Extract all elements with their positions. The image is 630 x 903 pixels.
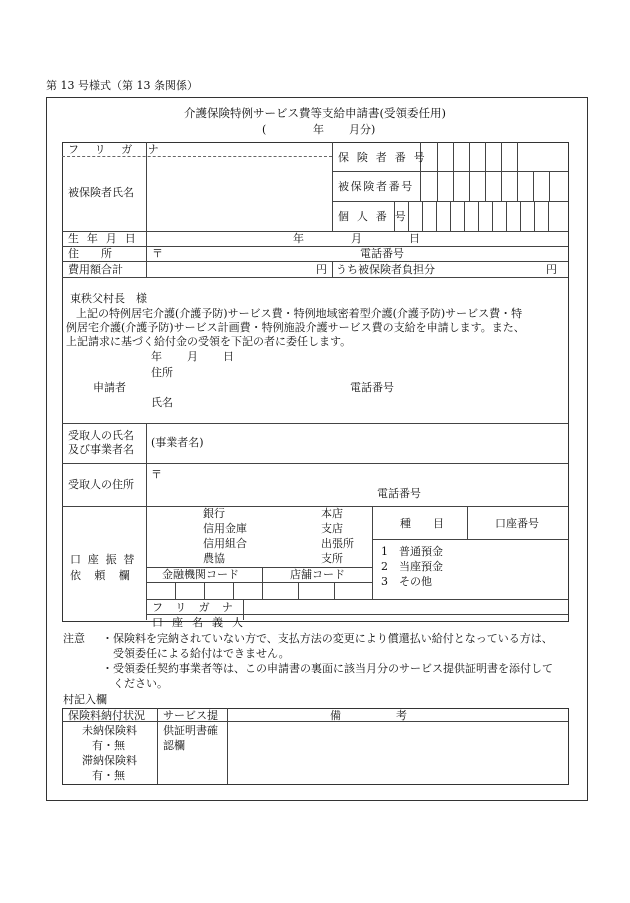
- form-number: 第 13 号様式（第 13 条関係）: [46, 79, 198, 92]
- recipient-name-label-2: 及び事業者名: [68, 443, 134, 456]
- bank-section-label-2: 依 頼 欄: [70, 569, 135, 582]
- address-phone-label: 電話番号: [360, 247, 404, 260]
- unpaid-premium-label: 未納保険料: [82, 724, 137, 737]
- branch-office: 出張所: [321, 537, 354, 550]
- village-col-service-2: 供証明書確: [163, 724, 218, 737]
- bank-section-label-1: 口 座 振 替: [70, 553, 137, 566]
- holder-furigana-label: フ リ ガ ナ: [152, 601, 238, 614]
- cost-yen: 円: [316, 263, 327, 276]
- bank-type-bank: 銀行: [203, 507, 225, 520]
- arrears-premium-option: 有・無: [92, 769, 125, 782]
- insured-name-label: 被保険者氏名: [68, 186, 134, 199]
- note-1a: ・保険料を完納されていない方で、支払方法の変更により償還払い給付となっている方は、: [102, 632, 553, 645]
- recipient-address-label: 受取人の住所: [68, 478, 134, 491]
- addressee: 東秩父村長 様: [70, 292, 147, 305]
- declaration-line-1: 上記の特例居宅介護(介護予防)サービス費・特例地域密着型介護(介護予防)サービス費・特: [76, 307, 523, 320]
- birth-day: 日: [409, 232, 420, 245]
- recipient-phone-label: 電話番号: [377, 487, 421, 500]
- applicant-address-label: 住所: [151, 366, 173, 379]
- branch-branch: 支店: [321, 522, 343, 535]
- birth-year: 年: [293, 232, 304, 245]
- note-2b: ください。: [113, 677, 168, 690]
- account-holder-label: 口 座 名 義 人: [152, 616, 246, 629]
- branch-head: 本店: [321, 507, 343, 520]
- bank-type-shinkin: 信用金庫: [203, 522, 247, 535]
- account-number-label: 口座番号: [495, 517, 539, 530]
- branch-code-label: 店舗コード: [290, 568, 345, 581]
- date-month: 月: [187, 350, 198, 363]
- village-col-service-1: サービス提: [163, 709, 218, 722]
- note-2a: ・受領委任契約事業者等は、この申請書の裏面に該当月分のサービス提供証明書を添付して: [102, 662, 553, 675]
- branch-sub: 支所: [321, 552, 343, 565]
- cost-label: 費用額合計: [68, 263, 123, 276]
- period-month: 月分): [349, 123, 376, 136]
- business-name-placeholder: (事業者名): [151, 436, 204, 449]
- form-title: 介護保険特例サービス費等支給申請書(受領委任用): [184, 106, 446, 120]
- date-day: 日: [223, 350, 234, 363]
- village-col-service-3: 認欄: [163, 739, 185, 752]
- note-1b: 受領委任による給付はできません。: [113, 647, 290, 660]
- option-current: 2 当座預金: [381, 560, 443, 573]
- period-open: (: [262, 123, 267, 136]
- declaration-line-3: 上記請求に基づく給付金の受領を下記の者に委任します。: [66, 335, 352, 348]
- applicant-name-label: 氏名: [151, 396, 173, 409]
- birth-label: 生 年 月 日: [68, 232, 138, 245]
- account-kind-label: 種 目: [400, 517, 444, 530]
- postal-mark: 〒: [152, 247, 163, 260]
- burden-label: うち被保険者負担分: [336, 263, 435, 276]
- birth-month: 月: [351, 232, 362, 245]
- arrears-premium-label: 滞納保険料: [82, 754, 137, 767]
- applicant-label: 申請者: [93, 381, 126, 394]
- burden-yen: 円: [546, 263, 557, 276]
- declaration-line-2: 例居宅介護(介護予防)サービス計画費・特例施設介護サービス費の支給を申請します。また、: [66, 321, 525, 334]
- bank-type-kumiai: 信用組合: [203, 537, 247, 550]
- village-col-remarks: 備 考: [330, 709, 407, 722]
- village-col-payment: 保険料納付状況: [68, 709, 145, 722]
- unpaid-premium-option: 有・無: [92, 739, 125, 752]
- institution-code-label: 金融機関コード: [162, 568, 239, 581]
- applicant-phone-label: 電話番号: [350, 381, 394, 394]
- recipient-postal-mark: 〒: [151, 468, 162, 481]
- option-other: 3 その他: [381, 575, 432, 588]
- village-section-label: 村記入欄: [63, 693, 107, 706]
- insured-no-label: 被保険者番号: [338, 180, 414, 193]
- address-label: 住 所: [68, 247, 112, 260]
- insurer-no-label: 保 険 者 番 号: [338, 151, 427, 164]
- option-ordinary: 1 普通預金: [381, 545, 443, 558]
- notes-label: 注意: [63, 632, 85, 645]
- period-year: 年: [313, 123, 324, 136]
- personal-no-label: 個 人 番 号: [338, 210, 408, 223]
- furigana-label: フ リ ガ ナ: [68, 143, 165, 156]
- bank-type-nokyo: 農協: [203, 552, 225, 565]
- recipient-name-label-1: 受取人の氏名: [68, 429, 134, 442]
- date-year: 年: [151, 350, 162, 363]
